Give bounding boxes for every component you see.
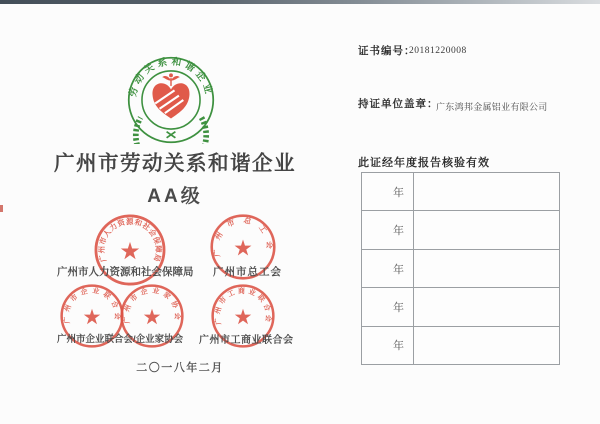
holder-seal-label: 持证单位盖章： [358, 98, 439, 110]
harmony-logo-icon [127, 56, 215, 144]
certificate-title: 广州市劳动关系和谐企业 [54, 152, 296, 175]
cert-number-label: 证书编号： [358, 45, 416, 57]
stamp-label-trade-unions: 广州市总工会 [213, 266, 282, 278]
laurel-wreath [136, 118, 206, 144]
year-cell: 年 [362, 327, 414, 364]
cert-number-value: 20181220008 [409, 46, 467, 56]
issue-date: 二〇一八年二月 [136, 362, 224, 374]
stamp-ring-text: 广州市企业联合会 [63, 287, 121, 324]
verification-blank-cell [414, 211, 559, 248]
star-icon [121, 242, 139, 259]
year-cell: 年 [362, 250, 414, 287]
year-cell: 年 [362, 211, 414, 248]
verification-blank-cell [414, 173, 559, 210]
year-cell: 年 [362, 173, 414, 210]
year-row [362, 250, 559, 288]
stamp-ring-text: 广州市企业家协会 [123, 287, 181, 324]
harmony-enterprise-logo [127, 56, 215, 144]
annual-verification-table [361, 172, 560, 365]
scan-artifact-speck [0, 205, 3, 212]
annual-verification-title: 此证经年度报告核验有效 [358, 157, 490, 169]
stamp-label-hr-bureau: 广州市人力资源和社会保障局 [57, 266, 194, 278]
star-icon [84, 309, 100, 325]
holder-company-name: 广东鸿邦金属铝业有限公司 [436, 102, 548, 112]
year-row [362, 173, 559, 211]
year-row [362, 288, 559, 326]
stamp-label-industry-commerce: 广州市工商业联合会 [199, 335, 294, 346]
verification-blank-cell [414, 250, 559, 287]
apple-handshake-icon [152, 73, 189, 118]
year-row [362, 211, 559, 249]
star-icon [235, 309, 251, 325]
stamp-ring-text: 广州市总工会 [211, 215, 275, 258]
certificate-grade: AA级 [147, 186, 203, 207]
star-icon [144, 309, 160, 325]
scan-edge-line [0, 0, 600, 4]
logo-ring-text: 劳动关系和谐企业 [127, 56, 215, 99]
verification-blank-cell [414, 327, 559, 364]
wreath-cross [167, 132, 176, 138]
verification-blank-cell [414, 288, 559, 325]
year-row [362, 327, 559, 364]
stamp-ring-text: 广州市人力资源和社会保障局 [97, 217, 163, 264]
year-cell: 年 [362, 288, 414, 325]
stamp-ring-text: 广州市工商业联合会 [214, 287, 272, 326]
star-icon [235, 240, 252, 256]
stamp-label-enterprise: 广州市企业联合会/企业家协会 [57, 334, 184, 345]
